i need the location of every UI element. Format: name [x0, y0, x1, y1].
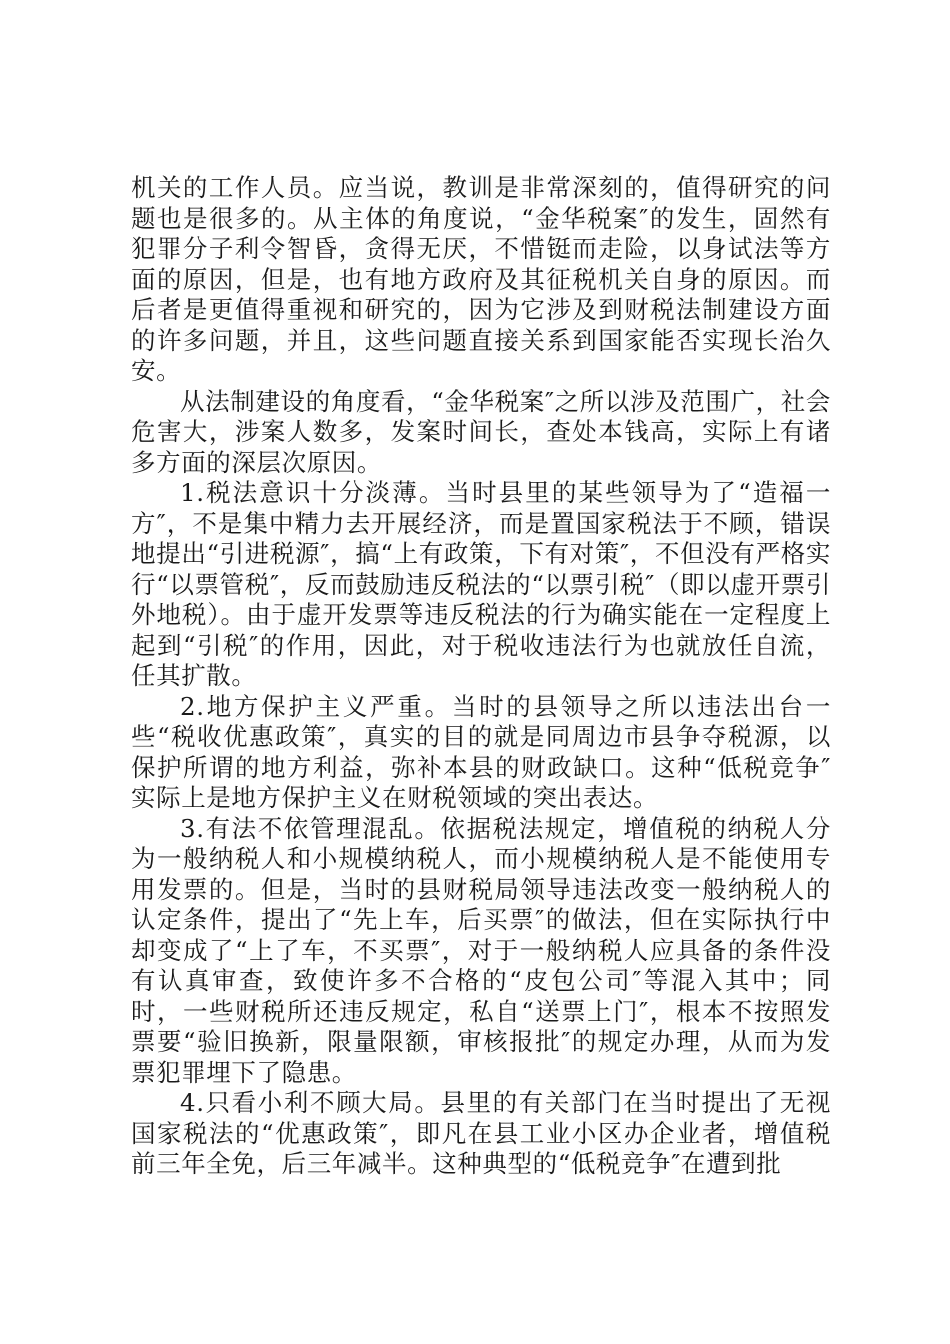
document-body: [131, 173, 831, 1180]
paragraph-point-3: 3.有法不依管理混乱。依据税法规定，增值税的纳税人分为一般纳税人和小规模纳税人，而小规模纳税人是不能使用专用发票的。但是，当时的县财税局领导违法改变一般纳税人的认定条件，提出了“先上车，后买票″的做法，但在实际执行中却变成了“上了车，不买票″，对于一般纳税人应具备的条件没有认真审查，致使许多不合格的“皮包公司″等混入其中；同时，一些财税所还违反规定，私自“送票上门″，根本不按照发票要“验旧换新，限量限额，审核报批″的规定办理，从而为发票犯罪埋下了隐患。: [131, 813, 831, 1087]
paragraph-point-1: 1.税法意识十分淡薄。当时县里的某些领导为了“造福一方″，不是集中精力去开展经济，而是置国家税法于不顾，错误地提出“引进税源″，搞“上有政策，下有对策″，不但没有严格实行“以票管税″，反而鼓励违反税法的“以票引税″（即以虚开票引外地税）。由于虚开发票等违反税法的行为确实能在一定程度上起到“引税″的作用，因此，对于税收违法行为也就放任自流，任其扩散。: [131, 478, 831, 690]
paragraph-point-4: 4.只看小利不顾大局。县里的有关部门在当时提出了无视国家税法的“优惠政策″，即凡在县工业小区办企业者，增值税前三年全免，后三年减半。这种典型的“低税竞争″在遭到批: [131, 1088, 831, 1178]
paragraph-point-2: 2.地方保护主义严重。当时的县领导之所以违法出台一些“税收优惠政策″，真实的目的就是同周边市县争夺税源，以保护所谓的地方利益，弥补本县的财政缺口。这种“低税竞争″实际上是地方保护主义在财税领域的突出表达。: [131, 691, 831, 812]
paragraph-legal-perspective: 从法制建设的角度看，“金华税案″之所以涉及范围广，社会危害大，涉案人数多，发案时间长，查处本钱高，实际上有诸多方面的深层次原因。: [131, 386, 831, 477]
paragraph-intro: 机关的工作人员。应当说，教训是非常深刻的，值得研究的问题也是很多的。从主体的角度说，“金华税案″的发生，固然有犯罪分子利令智昏，贪得无厌，不惜铤而走险，以身试法等方面的原因，但是，也有地方政府及其征税机关自身的原因。而后者是更值得重视和研究的，因为它涉及到财税法制建设方面的许多问题，并且，这些问题直接关系到国家能否实现长治久安。: [131, 173, 831, 385]
